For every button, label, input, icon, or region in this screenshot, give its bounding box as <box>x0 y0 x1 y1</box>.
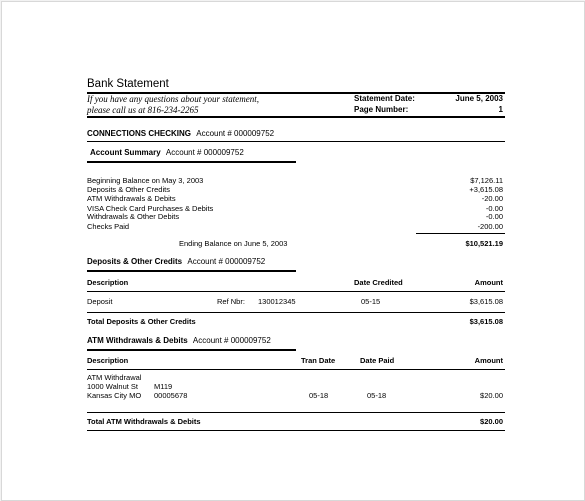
atm-heading <box>87 336 271 345</box>
statement-date-label: Statement Date: <box>354 94 415 103</box>
atm-row-amount: $20.00 <box>480 391 503 400</box>
statement-title: Bank Statement <box>87 78 169 90</box>
page-number-value: 1 <box>498 105 503 114</box>
page-number-label: Page Number: <box>354 105 409 114</box>
summary-row-amount: +3,615.08 <box>469 185 503 194</box>
checking-name: CONNECTIONS CHECKING <box>87 129 192 138</box>
summary-rule <box>87 161 296 163</box>
summary-row-amount: $7,126.11 <box>470 176 503 185</box>
statement-page <box>1 1 585 501</box>
deposits-total-label: Total Deposits & Other Credits <box>87 317 196 326</box>
summary-row-label: Beginning Balance on May 3, 2003 <box>87 176 204 185</box>
atm-rule <box>87 349 296 351</box>
atm-col-description: Description <box>87 356 129 365</box>
deposits-account: Account # 000009752 <box>187 257 266 266</box>
deposits-total-amount: $3,615.08 <box>469 317 503 326</box>
atm-total-label: Total ATM Withdrawals & Debits <box>87 417 201 426</box>
deposit-amount: $3,615.08 <box>469 297 503 306</box>
deposits-title: Deposits & Other Credits <box>87 257 183 266</box>
deposit-description: Deposit <box>87 297 113 306</box>
checking-heading <box>87 129 274 138</box>
deposits-rule <box>87 270 296 272</box>
summary-row-amount: -0.00 <box>485 212 503 221</box>
summary-row-label: Deposits & Other Credits <box>87 185 170 194</box>
statement-date-value: June 5, 2003 <box>455 94 503 103</box>
summary-row-label: Withdrawals & Other Debits <box>87 212 180 221</box>
summary-title: Account Summary <box>90 148 161 157</box>
atm-row-line-1: ATM Withdrawal <box>87 373 142 382</box>
atm-bottom-rule <box>87 430 505 431</box>
atm-row-date-paid: 05-18 <box>367 391 387 400</box>
summary-account: Account # 000009752 <box>165 148 244 157</box>
deposit-date: 05-15 <box>361 297 381 306</box>
atm-total-amount: $20.00 <box>480 417 503 426</box>
summary-row-amount: -20.00 <box>481 194 503 203</box>
deposit-ref-label: Ref Nbr: <box>217 297 245 306</box>
summary-row-amount: -0.00 <box>485 204 503 213</box>
atm-account: Account # 000009752 <box>192 336 271 345</box>
checking-account: Account # 000009752 <box>196 129 275 138</box>
deposit-ref-value: 130012345 <box>258 297 296 306</box>
deposits-total-rule <box>87 312 505 313</box>
summary-heading <box>90 148 244 157</box>
notice-line-1: If you have any questions about your statement, <box>87 94 259 104</box>
summary-row-label: VISA Check Card Purchases & Debits <box>87 204 214 213</box>
atm-col-tran-date: Tran Date <box>301 356 336 365</box>
deposits-col-date: Date Credited <box>354 278 403 287</box>
atm-title: ATM Withdrawals & Debits <box>87 336 188 345</box>
atm-row-ref: 00005678 <box>154 391 188 400</box>
atm-col-amount: Amount <box>474 356 503 365</box>
deposits-heading <box>87 257 265 266</box>
atm-row-city: Kansas City MO <box>87 391 142 400</box>
summary-total-rule <box>416 233 505 234</box>
deposits-col-description: Description <box>87 278 129 287</box>
atm-header-rule <box>87 369 505 370</box>
deposits-col-amount: Amount <box>474 278 503 287</box>
header-rule-bottom <box>87 116 505 118</box>
summary-row-amount: -200.00 <box>477 222 503 231</box>
checking-rule <box>87 141 505 142</box>
summary-row-label: ATM Withdrawals & Debits <box>87 194 176 203</box>
deposits-header-rule <box>87 291 505 292</box>
atm-row-terminal: M119 <box>154 382 173 391</box>
atm-row-tran-date: 05-18 <box>309 391 329 400</box>
ending-balance-label: Ending Balance on June 5, 2003 <box>179 239 288 248</box>
atm-row-address: 1000 Walnut St <box>87 382 139 391</box>
atm-col-date-paid: Date Paid <box>360 356 395 365</box>
notice-line-2: please call us at 816-234-2265 <box>87 105 199 115</box>
summary-row-label: Checks Paid <box>87 222 130 231</box>
ending-balance-amount: $10,521.19 <box>465 239 503 248</box>
atm-total-rule <box>87 412 505 413</box>
